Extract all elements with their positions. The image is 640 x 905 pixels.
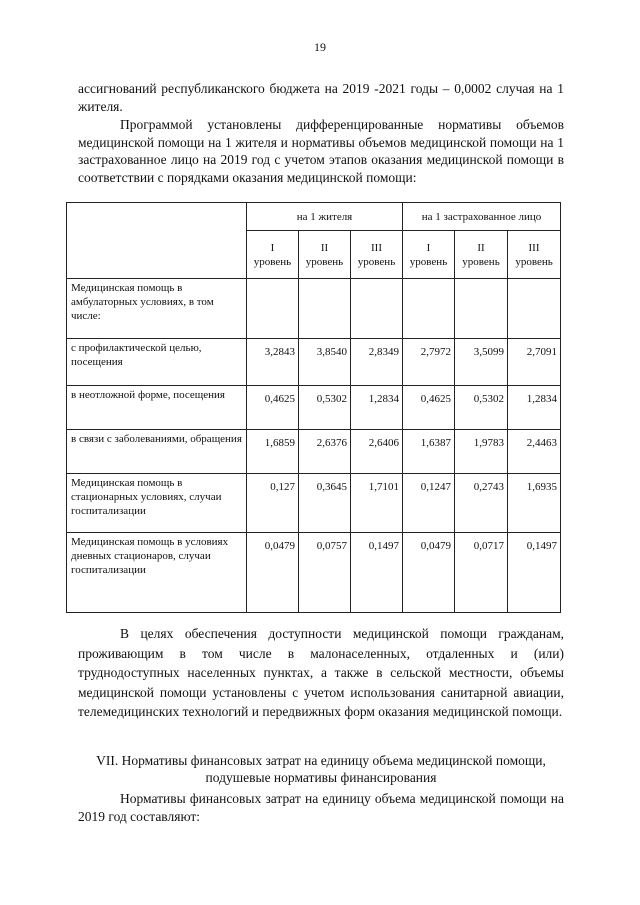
level-header: III уровень <box>351 231 403 279</box>
level-header: II уровень <box>299 231 351 279</box>
paragraph-2-text: Программой установлены дифференцированные нормативы объемов медицинской помощи на 1 жителя и нормативы объемов медицинской помощи на 1 застрахованное лицо на 2019 год с учетом этапов оказания медицинской помощи в соответствии с порядками оказания медицинской помощи: <box>78 117 564 185</box>
table-group-header-row <box>67 203 561 231</box>
table-cell: 0,0479 <box>403 533 455 613</box>
table-row <box>67 386 561 430</box>
paragraph-4-text: Нормативы финансовых затрат на единицу объема медицинской помощи на 2019 год составляют: <box>78 791 564 824</box>
table-cell: 3,8540 <box>299 339 351 386</box>
table-cell: 0,4625 <box>247 386 299 430</box>
table-cell: 3,2843 <box>247 339 299 386</box>
table-cell: 0,3645 <box>299 474 351 533</box>
table-cell: 0,1497 <box>508 533 561 613</box>
table-cell: 0,5302 <box>455 386 508 430</box>
table-cell: 0,0479 <box>247 533 299 613</box>
table-cell: 1,2834 <box>508 386 561 430</box>
table-cell: 1,6387 <box>403 430 455 474</box>
table-cell <box>508 279 561 339</box>
level-header: I уровень <box>403 231 455 279</box>
section-title: VII. Нормативы финансовых затрат на единицу объема медицинской помощи, подушевые нормативы финансирования <box>96 753 546 785</box>
table-cell <box>247 279 299 339</box>
table-row <box>67 533 561 613</box>
group-header-per-resident: на 1 жителя <box>247 203 403 231</box>
paragraph-1 <box>78 80 564 115</box>
paragraph-2 <box>78 116 564 186</box>
table-cell: 2,7972 <box>403 339 455 386</box>
table-cell: 0,5302 <box>299 386 351 430</box>
row-label: Медицинская помощь в стационарных условиях, случаи госпитализации <box>67 474 247 533</box>
row-label: в связи с заболеваниями, обращения <box>67 430 247 474</box>
table-cell: 0,1247 <box>403 474 455 533</box>
table-cell: 1,7101 <box>351 474 403 533</box>
table-cell: 0,1497 <box>351 533 403 613</box>
table-cell: 3,5099 <box>455 339 508 386</box>
row-label: в неотложной форме, посещения <box>67 386 247 430</box>
row-label: с профилактической целью, посещения <box>67 339 247 386</box>
table-cell: 2,4463 <box>508 430 561 474</box>
table-row <box>67 279 561 339</box>
table-cell: 2,6376 <box>299 430 351 474</box>
table-cell: 1,6859 <box>247 430 299 474</box>
table-cell: 0,0717 <box>455 533 508 613</box>
table-cell: 2,7091 <box>508 339 561 386</box>
norms-table <box>66 202 561 613</box>
table-cell: 2,6406 <box>351 430 403 474</box>
table-cell: 2,8349 <box>351 339 403 386</box>
row-label: Медицинская помощь в амбулаторных условиях, в том числе: <box>67 279 247 339</box>
paragraph-3 <box>78 624 564 722</box>
table-cell: 0,0757 <box>299 533 351 613</box>
table-row <box>67 339 561 386</box>
table-cell <box>403 279 455 339</box>
table-cell <box>455 279 508 339</box>
paragraph-1-text: ассигнований республиканского бюджета на 2019 -2021 годы – 0,0002 случая на 1 жителя. <box>78 81 564 114</box>
level-header: II уровень <box>455 231 508 279</box>
paragraph-3-text: В целях обеспечения доступности медицинской помощи гражданам, проживающим в том числе в малонаселенных, отдаленных и (или) труднодоступных населенных пунктах, а также в сельской местности, объемы медицинской помощи установлены с учетом использования санитарной авиации, телемедицинских технологий и передвижных форм оказания медицинской помощи. <box>78 626 564 719</box>
table-cell: 1,2834 <box>351 386 403 430</box>
table-cell: 0,127 <box>247 474 299 533</box>
table-row <box>67 474 561 533</box>
table-cell <box>299 279 351 339</box>
table-cell: 1,9783 <box>455 430 508 474</box>
group-header-per-insured: на 1 застрахованное лицо <box>403 203 561 231</box>
table-cell: 1,6935 <box>508 474 561 533</box>
table-corner-cell <box>67 203 247 279</box>
table-cell: 0,4625 <box>403 386 455 430</box>
table-cell: 0,2743 <box>455 474 508 533</box>
paragraph-4 <box>78 790 564 825</box>
level-header: I уровень <box>247 231 299 279</box>
table-cell <box>351 279 403 339</box>
table-row <box>67 430 561 474</box>
level-header: III уровень <box>508 231 561 279</box>
page-number: 19 <box>314 40 326 54</box>
row-label: Медицинская помощь в условиях дневных стационаров, случаи госпитализации <box>67 533 247 613</box>
